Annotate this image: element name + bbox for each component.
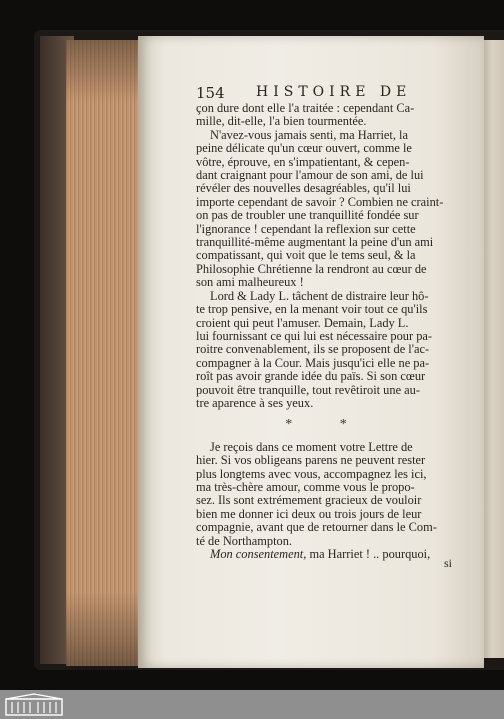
- final-line-italic: Mon consentement,: [210, 547, 307, 561]
- running-title: HISTOIRE DE: [256, 84, 412, 100]
- catchword: si: [444, 556, 453, 570]
- text-line: on pas de troubler une tranquillité fondée sur: [196, 208, 419, 223]
- library-building-icon: [4, 693, 64, 717]
- text-line: tre aparence à ses yeux.: [196, 395, 314, 410]
- text-line: ma très-chère amour, comme vous le propo-: [196, 479, 415, 494]
- text-line: plus longtems avec vous, accompagnez les ici,: [196, 466, 427, 481]
- text-line: hier. Si vos obligeans parens ne peuvent rester: [196, 453, 426, 468]
- text-line: pouvoit être tranquille, tout revêtiroit une au-: [196, 382, 420, 397]
- text-line: importe cependant de savoir ? Combien ne craint-: [196, 194, 444, 209]
- text-line: compagner à la Cour. Mais jusqu'ici elle ne pa-: [196, 355, 430, 370]
- text-line: tranquillité-même augmentant la peine d'un ami: [196, 235, 434, 250]
- text-line: te trop pensive, en la menant voir tout ce qu'ils: [196, 302, 428, 317]
- text-line: té de Northampton.: [196, 533, 293, 548]
- text-line: Philosophie Chrétienne la rendront au cœur de: [196, 261, 427, 276]
- text-line: lui fournissant ce qui lui est nécessaire pour pa-: [196, 328, 433, 343]
- paragraph-continuation: [196, 102, 458, 129]
- text-line: révéler des nouvelles desagréables, qu'il lui: [196, 181, 411, 196]
- page-number: 154: [196, 84, 225, 102]
- paragraph-harriet: [196, 129, 458, 290]
- text-line: dant craignant pour l'amour de son ami, de lui: [196, 168, 424, 183]
- footer-bar: [0, 690, 504, 719]
- final-line: [196, 548, 458, 561]
- text-line: Lord & Lady L. tâchent de distraire leur hô-: [210, 288, 429, 303]
- page-fore-edge: [66, 40, 140, 666]
- paragraph-lord-lady: [196, 290, 458, 411]
- text-line: mille, dit-elle, l'a bien tourmentée.: [196, 114, 367, 129]
- final-line-text: ma Harriet ! .. pourquoi,: [306, 547, 431, 561]
- text-line: son ami malheureux !: [196, 275, 304, 290]
- text-line: roît pas avoir grande idée du païs. Si son cœur: [196, 369, 426, 384]
- text-line: N'avez-vous jamais senti, ma Harriet, la: [210, 127, 409, 142]
- text-line: l'ignorance ! cependant la reflexion sur cette: [196, 221, 416, 236]
- text-line: Je reçois dans ce moment votre Lettre de: [210, 439, 413, 454]
- page-body: [196, 102, 458, 561]
- text-line: croient qui peut l'amuser. Demain, Lady L.: [196, 315, 409, 330]
- text-line: compatissant, qui voit que le tems seul, & la: [196, 248, 416, 263]
- facing-page-edge: [484, 40, 504, 658]
- text-line: bien me donner ici deux ou trois jours de leur: [196, 506, 422, 521]
- text-line: roitre convenablement, ils se proposent de l'ac-: [196, 342, 430, 357]
- text-line: compagnie, avant que de retourner dans le Com-: [196, 520, 437, 535]
- section-ornament: * *: [285, 417, 369, 433]
- text-line: sez. Ils sont extrémement gracieux de vouloir: [196, 493, 422, 508]
- text-line: peine délicate qu'un cœur ouvert, comme le: [196, 141, 412, 156]
- text-line: çon dure dont elle l'a traitée : cependant Ca-: [196, 101, 415, 115]
- text-line: vôtre, éprouve, en s'impatientant, & cepen-: [196, 154, 410, 169]
- paragraph-letter: [196, 441, 458, 548]
